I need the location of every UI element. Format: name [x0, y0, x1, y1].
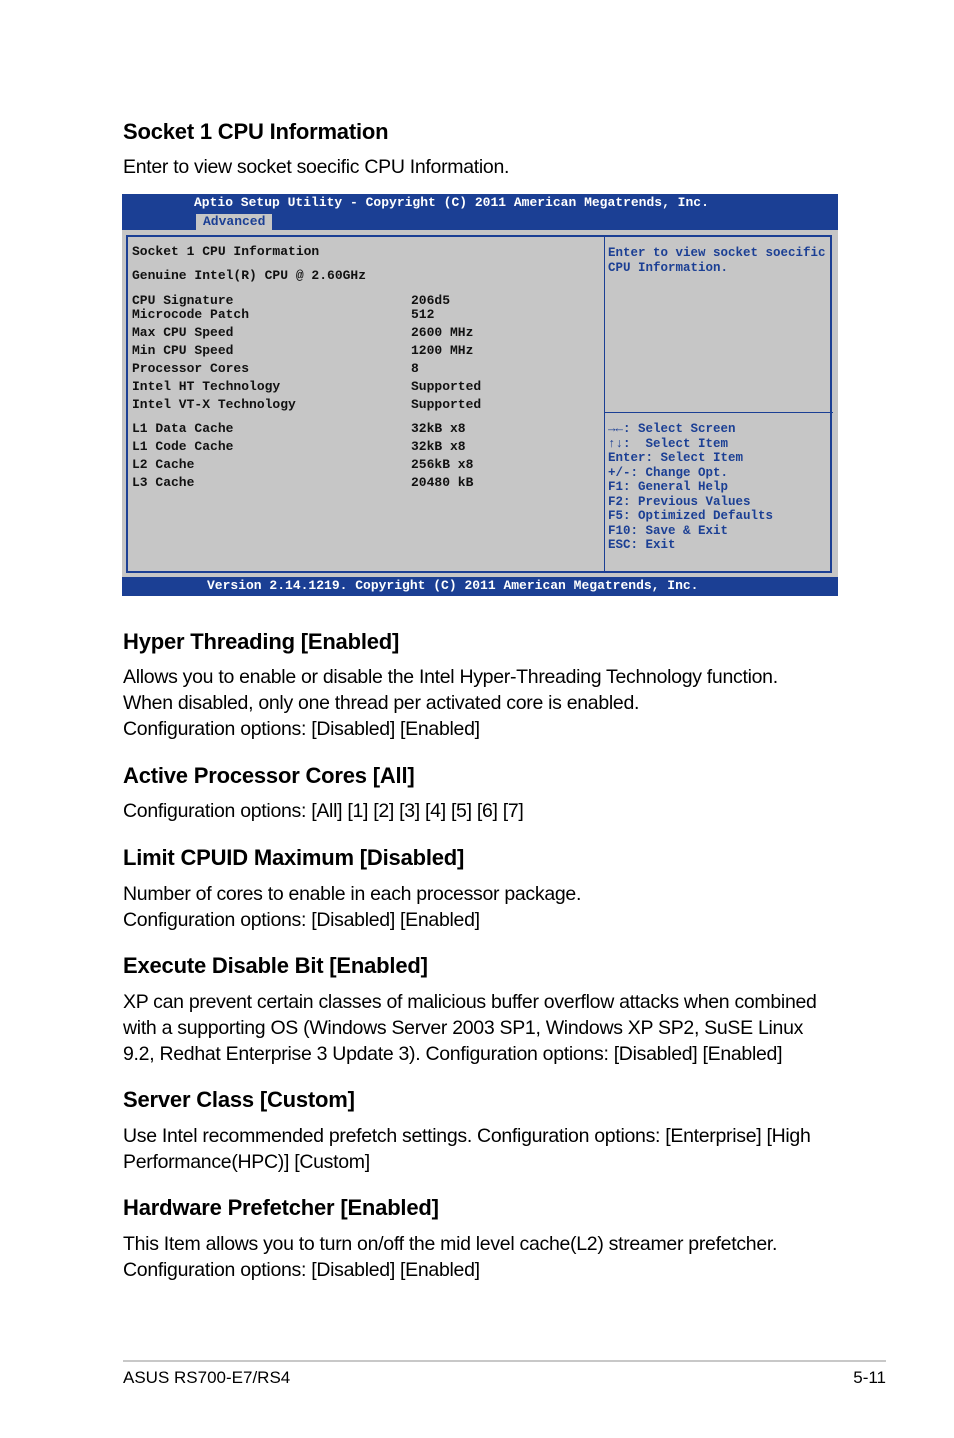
bios-row-value: 2600 MHz	[411, 325, 474, 340]
section-desc-socket-cpu-info: Enter to view socket soecific CPU Information.	[123, 156, 510, 178]
footer-divider	[123, 1360, 886, 1362]
footer-product-name: ASUS RS700-E7/RS4	[123, 1368, 291, 1387]
bios-row-label: Intel HT Technology	[132, 379, 281, 394]
section-text-line: Use Intel recommended prefetch settings. Configuration options: [Enterprise] [High	[123, 1125, 811, 1147]
section-text-line: Configuration options: [All] [1] [2] [3] [4] [5] [6] [7]	[123, 800, 524, 822]
bios-row-label: Microcode Patch	[132, 307, 250, 322]
section-text-line: Allows you to enable or disable the Intel Hyper-Threading Technology function.	[123, 666, 778, 688]
bios-help-text: Enter to view socket soecific	[608, 246, 826, 260]
section-text-line: This Item allows you to turn on/off the mid level cache(L2) streamer prefetcher.	[123, 1233, 778, 1255]
bios-footer-bar	[122, 577, 838, 596]
bios-row-label: Intel VT-X Technology	[132, 397, 296, 412]
bios-key-hint: F2: Previous Values	[608, 494, 751, 509]
bios-key-hint: ↑↓: Select Item	[608, 436, 729, 451]
bios-help-divider	[605, 412, 833, 413]
bios-row-value: 206d5	[411, 293, 451, 308]
bios-row-value: 32kB x8	[411, 421, 466, 436]
section-text-line: Number of cores to enable in each processor package.	[123, 883, 582, 905]
bios-panel-divider	[604, 237, 605, 571]
tab-advanced[interactable]: Advanced	[196, 214, 272, 230]
bios-key-hint: →←: Select Screen	[608, 422, 736, 436]
section-heading-socket-cpu-info: Socket 1 CPU Information	[123, 119, 389, 144]
bios-row-value: 8	[411, 361, 419, 376]
section-heading-server-class: Server Class [Custom]	[123, 1087, 355, 1112]
section-heading-limit-cpuid: Limit CPUID Maximum [Disabled]	[123, 845, 465, 870]
bios-version: Version 2.14.1219. Copyright (C) 2011 American Megatrends, Inc.	[207, 578, 699, 593]
bios-row-label: L1 Code Cache	[132, 439, 234, 454]
section-heading-active-processor-cores: Active Processor Cores [All]	[123, 763, 415, 788]
bios-row-value: 32kB x8	[411, 439, 466, 454]
bios-help-text: CPU Information.	[608, 260, 729, 275]
section-text-line: When disabled, only one thread per activated core is enabled.	[123, 692, 640, 714]
bios-row-value: 256kB x8	[411, 457, 474, 472]
bios-row-value: 1200 MHz	[411, 343, 474, 358]
section-text-line: Configuration options: [Disabled] [Enabled]	[123, 909, 480, 931]
bios-row-label: L3 Cache	[132, 475, 195, 490]
bios-row-label: Processor Cores	[132, 361, 250, 376]
bios-key-hint: F1: General Help	[608, 480, 729, 494]
bios-row-label: CPU Signature	[132, 293, 234, 308]
bios-row-value: Supported	[411, 397, 482, 412]
section-heading-execute-disable-bit: Execute Disable Bit [Enabled]	[123, 953, 428, 978]
bios-title: Aptio Setup Utility - Copyright (C) 2011 American Megatrends, Inc.	[194, 195, 709, 210]
bios-row-label: L2 Cache	[132, 457, 195, 472]
section-text-line: 9.2, Redhat Enterprise 3 Update 3). Configuration options: [Disabled] [Enabled]	[123, 1043, 783, 1065]
bios-key-hint: F10: Save & Exit	[608, 523, 729, 538]
bios-row-value: 20480 kB	[411, 475, 474, 490]
bios-row-value: Supported	[411, 379, 482, 394]
section-text-line: Performance(HPC)] [Custom]	[123, 1151, 370, 1173]
bios-row-label: L1 Data Cache	[132, 421, 234, 436]
bios-screen	[122, 194, 838, 596]
bios-key-hint: Enter: Select Item	[608, 451, 744, 465]
bios-section-title: Socket 1 CPU Information	[132, 244, 320, 259]
bios-row-label: Min CPU Speed	[132, 343, 234, 358]
bios-key-hint: +/-: Change Opt.	[608, 465, 729, 480]
bios-row-value: 512	[411, 307, 435, 322]
section-heading-hyper-threading: Hyper Threading [Enabled]	[123, 629, 400, 654]
section-text-line: with a supporting OS (Windows Server 2003 SP1, Windows XP SP2, SuSE Linux	[123, 1017, 804, 1039]
footer-page-number: 5-11	[853, 1368, 886, 1387]
bios-main-panel	[126, 235, 832, 573]
bios-cpu-name: Genuine Intel(R) CPU @ 2.60GHz	[132, 268, 367, 283]
section-heading-hardware-prefetcher: Hardware Prefetcher [Enabled]	[123, 1195, 439, 1220]
bios-key-hint: F5: Optimized Defaults	[608, 509, 774, 523]
section-text-line: Configuration options: [Disabled] [Enabled]	[123, 1259, 480, 1281]
bios-header-bar	[122, 194, 838, 230]
section-text-line: XP can prevent certain classes of malicious buffer overflow attacks when combined	[123, 991, 817, 1013]
section-text-line: Configuration options: [Disabled] [Enabled]	[123, 718, 480, 740]
bios-row-label: Max CPU Speed	[132, 325, 234, 340]
bios-key-hint: ESC: Exit	[608, 538, 676, 552]
